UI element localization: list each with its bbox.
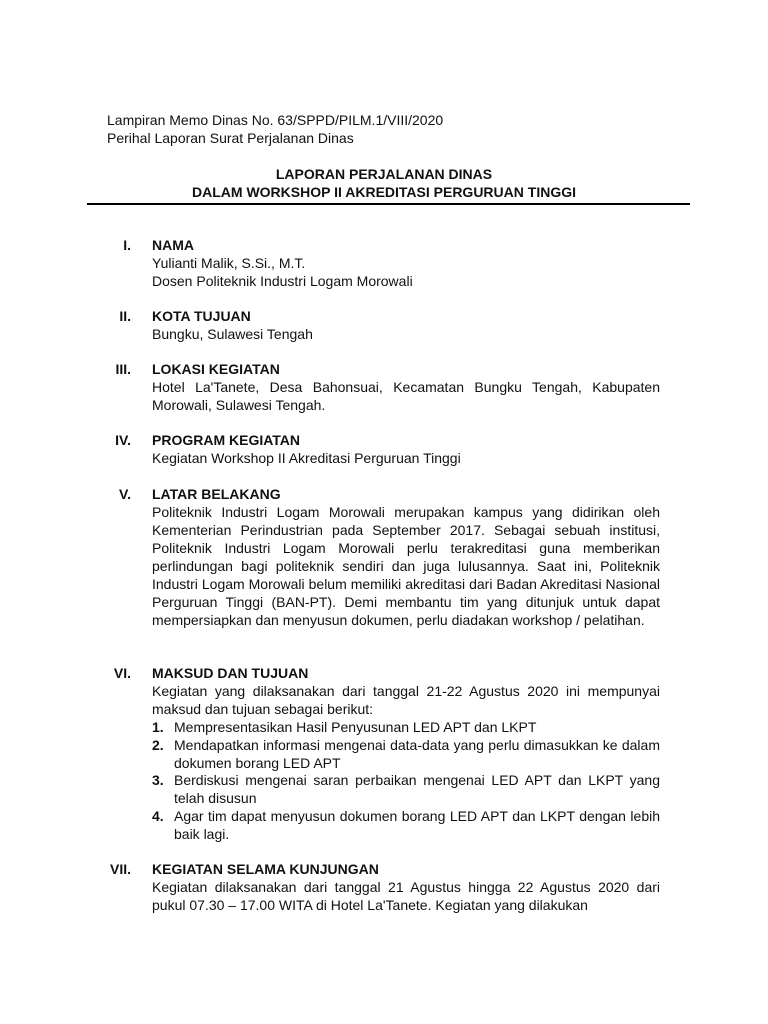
- list-item-text: Agar tim dapat menyusun dokumen borang LED APT dan LKPT dengan lebih baik lagi.: [174, 808, 660, 842]
- section-paragraph: Politeknik Industri Logam Morowali merupakan kampus yang didirikan oleh Kementerian Perindustrian pada September 2017. Sebagai sebuah institusi, Politeknik Industri Logam Morowali perlu terakreditasi guna memberikan perlindungan bagi politeknik sendiri dan juga lulusannya. Saat ini, Politeknik Industri Logam Morowali belum memiliki akreditasi dari Badan Akreditasi Nasional Perguruan Tinggi (BAN-PT). Demi membantu tim yang ditunjuk untuk dapat mempersiapkan dan menyusun dokumen, perlu diadakan workshop / pelatihan.: [152, 504, 660, 628]
- section-heading: MAKSUD DAN TUJUAN: [152, 665, 309, 681]
- section-paragraph: Hotel La'Tanete, Desa Bahonsuai, Kecamatan Bungku Tengah, Kabupaten Morowali, Sulawesi Tengah.: [152, 379, 660, 413]
- section-heading: KOTA TUJUAN: [152, 308, 251, 324]
- section-heading: LATAR BELAKANG: [152, 486, 281, 502]
- section-heading: KEGIATAN SELAMA KUNJUNGAN: [152, 861, 379, 877]
- document-title-line-1: LAPORAN PERJALANAN DINAS: [275, 166, 493, 182]
- section-paragraph: Kegiatan dilaksanakan dari tanggal 21 Agustus hingga 22 Agustus 2020 dari pukul 07.30 – 17.00 WITA di Hotel La'Tanete. Kegiatan yang dilakukan: [152, 879, 660, 913]
- section-heading: LOKASI KEGIATAN: [152, 361, 280, 377]
- memo-lampiran: Lampiran Memo Dinas No. 63/SPPD/PILM.1/VIII/2020: [107, 112, 444, 128]
- list-item-number: 3.: [152, 772, 164, 788]
- section-heading: PROGRAM KEGIATAN: [152, 432, 301, 448]
- memo-perihal: Perihal Laporan Surat Perjalanan Dinas: [107, 130, 354, 146]
- section-heading: NAMA: [152, 237, 194, 253]
- list-item-number: 4.: [152, 808, 164, 824]
- section-numeral: III.: [115, 361, 131, 377]
- section-numeral: IV.: [115, 432, 131, 448]
- section-text-line: Yulianti Malik, S.Si., M.T.: [152, 255, 306, 271]
- section-paragraph: Kegiatan yang dilaksanakan dari tanggal 21-22 Agustus 2020 ini mempunyai maksud dan tujuan sebagai berikut:: [152, 683, 660, 717]
- section-numeral: V.: [119, 486, 131, 502]
- list-item-number: 2.: [152, 737, 164, 753]
- list-item-text: Berdiskusi mengenai saran perbaikan mengenai LED APT dan LKPT yang telah disusun: [174, 772, 660, 806]
- section-text-line: Kegiatan Workshop II Akreditasi Perguruan Tinggi: [152, 450, 461, 466]
- list-item-number: 1.: [152, 719, 164, 735]
- document-title-line-2: DALAM WORKSHOP II AKREDITASI PERGURUAN TINGGI: [192, 184, 576, 200]
- list-item-text: Mendapatkan informasi mengenai data-data yang perlu dimasukkan ke dalam dokumen borang LED APT: [174, 737, 660, 771]
- section-text-line: Dosen Politeknik Industri Logam Morowali: [152, 273, 413, 289]
- title-divider: [87, 203, 690, 205]
- section-numeral: VI.: [113, 665, 131, 681]
- section-numeral: II.: [119, 308, 131, 324]
- section-text-line: Bungku, Sulawesi Tengah: [152, 326, 313, 342]
- section-numeral: I.: [123, 237, 131, 253]
- list-item-text: Mempresentasikan Hasil Penyusunan LED APT dan LKPT: [174, 719, 537, 735]
- section-numeral: VII.: [109, 861, 131, 877]
